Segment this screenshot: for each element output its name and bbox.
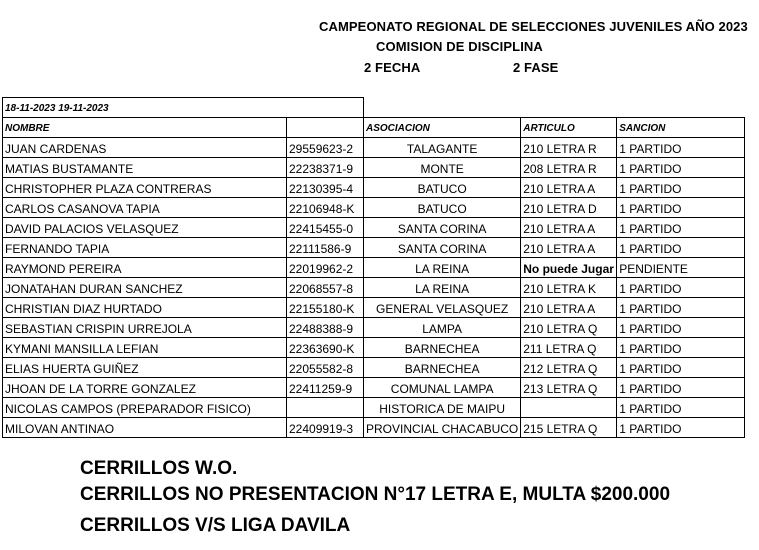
- table-row: [3, 238, 745, 258]
- table-row: [3, 398, 745, 418]
- footer-note-match: CERRILLOS V/S LIGA DAVILA: [80, 515, 351, 536]
- article-cell: 215 LETRA Q: [521, 418, 617, 438]
- player-id-cell: 22055582-8: [287, 358, 364, 378]
- player-id-cell: 22409919-3: [287, 418, 364, 438]
- player-id-cell: 22019962-2: [287, 258, 364, 278]
- article-cell: [521, 398, 617, 418]
- article-cell: 210 LETRA A: [521, 238, 617, 258]
- col-header-articulo: ARTICULO: [521, 118, 617, 138]
- table-row: [3, 178, 745, 198]
- player-name-cell: DAVID PALACIOS VELASQUEZ: [3, 218, 287, 238]
- player-id-cell: 22488388-9: [287, 318, 364, 338]
- association-cell: BARNECHEA: [364, 338, 521, 358]
- document-subtitle: COMISION DE DISCIPLINA: [376, 39, 543, 54]
- player-name-cell: MATIAS BUSTAMANTE: [3, 158, 287, 178]
- player-name-cell: ELIAS HUERTA GUIÑEZ: [3, 358, 287, 378]
- sanction-cell: 1 PARTIDO: [617, 378, 745, 398]
- player-id-cell: 22111586-9: [287, 238, 364, 258]
- sanction-cell: 1 PARTIDO: [617, 318, 745, 338]
- table-header: [3, 118, 745, 138]
- dates-row: [3, 98, 745, 118]
- player-name-cell: JHOAN DE LA TORRE GONZALEZ: [3, 378, 287, 398]
- col-header-nombre: NOMBRE: [3, 118, 287, 138]
- association-cell: BATUCO: [364, 178, 521, 198]
- article-cell: 210 LETRA Q: [521, 318, 617, 338]
- player-name-cell: KYMANI MANSILLA LEFIAN: [3, 338, 287, 358]
- table-row: [3, 418, 745, 438]
- player-name-cell: MILOVAN ANTINAO: [3, 418, 287, 438]
- association-cell: SANTA CORINA: [364, 238, 521, 258]
- association-cell: LA REINA: [364, 278, 521, 298]
- article-cell: 210 LETRA A: [521, 178, 617, 198]
- article-cell: 210 LETRA D: [521, 198, 617, 218]
- table-row: [3, 378, 745, 398]
- table-row: [3, 298, 745, 318]
- fecha-label: 2 FECHA: [364, 60, 421, 75]
- sanction-cell: 1 PARTIDO: [617, 398, 745, 418]
- player-name-cell: CHRISTOPHER PLAZA CONTRERAS: [3, 178, 287, 198]
- player-name-cell: RAYMOND PEREIRA: [3, 258, 287, 278]
- sanction-cell: 1 PARTIDO: [617, 238, 745, 258]
- association-cell: LAMPA: [364, 318, 521, 338]
- article-cell: 213 LETRA Q: [521, 378, 617, 398]
- player-id-cell: 22068557-8: [287, 278, 364, 298]
- player-name-cell: JONATAHAN DURAN SANCHEZ: [3, 278, 287, 298]
- table-row: [3, 338, 745, 358]
- col-header-sancion: SANCION: [617, 118, 745, 138]
- article-cell: 211 LETRA Q: [521, 338, 617, 358]
- article-cell: 210 LETRA A: [521, 298, 617, 318]
- article-cell: 212 LETRA Q: [521, 358, 617, 378]
- player-name-cell: CARLOS CASANOVA TAPIA: [3, 198, 287, 218]
- player-name-cell: JUAN CARDENAS: [3, 138, 287, 158]
- sanction-cell: 1 PARTIDO: [617, 158, 745, 178]
- sanction-cell: 1 PARTIDO: [617, 418, 745, 438]
- player-id-cell: 22363690-K: [287, 338, 364, 358]
- sanction-cell: 1 PARTIDO: [617, 218, 745, 238]
- table-row: [3, 218, 745, 238]
- fase-label: 2 FASE: [513, 60, 559, 75]
- table-row: [3, 318, 745, 338]
- association-cell: HISTORICA DE MAIPU: [364, 398, 521, 418]
- match-dates: 18-11-2023 19-11-2023: [3, 98, 364, 118]
- player-name-cell: SEBASTIAN CRISPIN URREJOLA: [3, 318, 287, 338]
- player-id-cell: 22238371-9: [287, 158, 364, 178]
- sanction-cell: 1 PARTIDO: [617, 298, 745, 318]
- association-cell: GENERAL VELASQUEZ: [364, 298, 521, 318]
- footer-note-wo: CERRILLOS W.O.: [80, 458, 238, 479]
- player-name-cell: FERNANDO TAPIA: [3, 238, 287, 258]
- sanction-cell: 1 PARTIDO: [617, 198, 745, 218]
- article-cell: 210 LETRA K: [521, 278, 617, 298]
- association-cell: SANTA CORINA: [364, 218, 521, 238]
- table-row: [3, 158, 745, 178]
- table-row: [3, 198, 745, 218]
- player-id-cell: 29559623-2: [287, 138, 364, 158]
- player-name-cell: NICOLAS CAMPOS (PREPARADOR FISICO): [3, 398, 287, 418]
- association-cell: LA REINA: [364, 258, 521, 278]
- sanction-cell: 1 PARTIDO: [617, 278, 745, 298]
- sanction-cell: 1 PARTIDO: [617, 358, 745, 378]
- col-header-id: [287, 118, 364, 138]
- player-name-cell: CHRISTIAN DIAZ HURTADO: [3, 298, 287, 318]
- sanction-cell: 1 PARTIDO: [617, 338, 745, 358]
- article-cell: No puede Jugar: [521, 258, 617, 278]
- table-row: [3, 138, 745, 158]
- sanction-cell: 1 PARTIDO: [617, 138, 745, 158]
- association-cell: BARNECHEA: [364, 358, 521, 378]
- article-cell: 210 LETRA A: [521, 218, 617, 238]
- association-cell: TALAGANTE: [364, 138, 521, 158]
- association-cell: BATUCO: [364, 198, 521, 218]
- table-row: [3, 258, 745, 278]
- player-id-cell: 22130395-4: [287, 178, 364, 198]
- document-title: CAMPEONATO REGIONAL DE SELECCIONES JUVENILES AÑO 2023: [319, 19, 748, 34]
- article-cell: 210 LETRA R: [521, 138, 617, 158]
- footer-note-fine: CERRILLOS NO PRESENTACION N°17 LETRA E, MULTA $200.000: [80, 484, 671, 505]
- col-header-asociacion: ASOCIACION: [364, 118, 521, 138]
- player-id-cell: [287, 398, 364, 418]
- sanctions-table: [2, 97, 745, 438]
- table-row: [3, 278, 745, 298]
- player-id-cell: 22155180-K: [287, 298, 364, 318]
- sanction-cell: PENDIENTE: [617, 258, 745, 278]
- table-row: [3, 358, 745, 378]
- association-cell: MONTE: [364, 158, 521, 178]
- association-cell: PROVINCIAL CHACABUCO: [364, 418, 521, 438]
- article-cell: 208 LETRA R: [521, 158, 617, 178]
- association-cell: COMUNAL LAMPA: [364, 378, 521, 398]
- player-id-cell: 22415455-0: [287, 218, 364, 238]
- sanction-cell: 1 PARTIDO: [617, 178, 745, 198]
- player-id-cell: 22411259-9: [287, 378, 364, 398]
- player-id-cell: 22106948-K: [287, 198, 364, 218]
